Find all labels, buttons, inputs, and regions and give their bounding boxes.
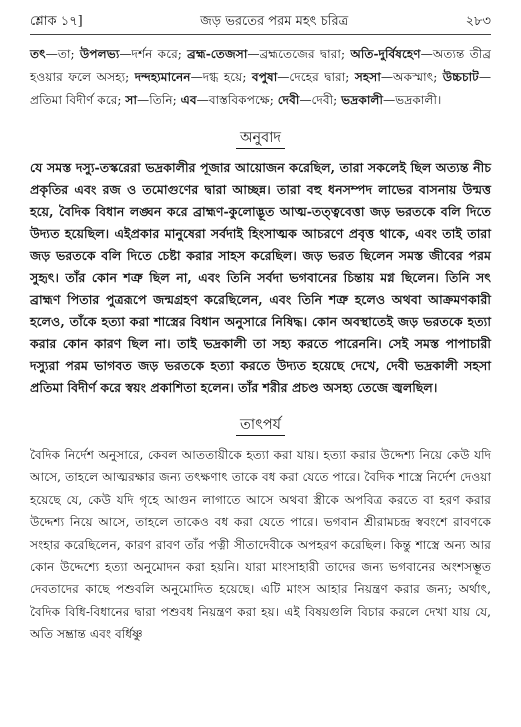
- synonym-meaning: অকস্মাৎ;: [393, 70, 443, 84]
- synonym-word: সা: [125, 93, 138, 107]
- synonym-meaning: প্রতিমা বিদীর্ণ করে;: [30, 93, 126, 107]
- synonym-meaning: ভদ্রকালী।: [395, 93, 442, 107]
- translation-heading: [30, 127, 491, 151]
- verse-reference: শ্লোক ১৭]: [30, 14, 83, 29]
- synonym-word: ব্রহ্ম-তেজসা: [187, 47, 248, 61]
- synonym-meaning: দেবী;: [311, 93, 342, 107]
- word-for-word-synonyms: তৎ—তা; উপলভ্য—দর্শন করে; ব্রহ্ম-তেজসা—ব্রহ্মতেজের দ্বারা; অতি-দুর্বিষহেণ—অত্যন্ত তীব্র হওয়ার ফলে অসহ্য; দন্দহ্যমানেন—দগ্ধ হয়ে; বপুষা—দেহের দ্বারা; সহসা—অকস্মাৎ; উচ্চচাট—প্রতিমা বিদীর্ণ করে; সা—তিনি; এব—বাস্তবিকপক্ষে; দেবী—দেবী; ভদ্রকালী—ভদ্রকালী।: [30, 47, 491, 107]
- synonym-word: ভদ্রকালী: [341, 93, 383, 107]
- synonym-word: দন্দহ্যমানেন: [134, 70, 191, 84]
- purport-text: বৈদিক নির্দেশ অনুসারে, কেবল আততায়ীকে হত্যা করা যায়। হত্যা করার উদ্দেশ্য নিয়ে কেউ যদি আসে, তাহলে আত্মরক্ষার জন্য তৎক্ষণাৎ তাকে বধ করা যেতে পারে। বৈদিক শাস্ত্রে নির্দেশ দেওয়া হয়েছে যে, কেউ যদি গৃহে আগুন লাগাতে আসে অথবা স্ত্রীকে অপবিত্র করতে বা হরণ করার উদ্দেশ্য নিয়ে আসে, তাহলে তাকেও বধ করা যেতে পারে। ভগবান শ্রীরামচন্দ্র স্ববংশে রাবণকে সংহার করেছিলেন, কারণ রাবণ তাঁর পত্নী সীতাদেবীকে অপহরণ করেছিল। কিন্তু শাস্ত্রে অন্য আর কোন উদ্দেশ্যে হত্যা অনুমোদন করা হয়নি। যারা মাংসাহারী তাদের জন্য ভগবানের অংশসম্ভূত দেবতাদের কাছে পশুবলি অনুমোদিত হয়েছে। এটি মাংস আহার নিয়ন্ত্রণ করার জন্য; অর্থাৎ, বৈদিক বিধি-বিধানের দ্বারা পশুবধ নিয়ন্ত্রণ করা হয়। এই বিষয়গুলি বিচার করলে দেখা যায় যে, অতি সম্ভ্রান্ত এবং বর্ধিষ্ণু: [30, 448, 491, 642]
- synonym-word: বপুষা: [251, 70, 278, 84]
- page-header: [30, 12, 491, 35]
- translation-text: যে সমস্ত দস্যু-তস্করেরা ভদ্রকালীর পূজার আয়োজন করেছিল, তারা সকলেই ছিল অত্যন্ত নীচ প্রকৃতির এবং রজ ও তমোগুণের দ্বারা আচ্ছন্ন। তারা বহু ধনসম্পদ লাভের বাসনায় উন্মত্ত হয়ে, বৈদিক বিধান লঙ্ঘন করে ব্রাহ্মণ-কুলোদ্ভূত আত্ম-তত্ত্ববেত্তা জড় ভরতকে বলি দিতে উদ্যত হয়েছিল। এইপ্রকার মানুষেরা সর্বদাই হিংসাত্মক আচরণে প্রবৃত্ত থাকে, এবং তাই তারা জড় ভরতকে বলি দিতে চেষ্টা করার সাহস করেছিল। জড় ভরত ছিলেন সমস্ত জীবের পরম সুহৃৎ। তাঁর কোন শত্রু ছিল না, এবং তিনি সর্বদা ভগবানের চিন্তায় মগ্ন ছিলেন। তিনি সৎ ব্রাহ্মণ পিতার পুত্ররূপে জন্মগ্রহণ করেছিলেন, এবং তিনি শত্রু হলেও অথবা আক্রমণকারী হলেও, তাঁকে হত্যা করা শাস্ত্রের বিধান অনুসারে নিষিদ্ধ। কোন অবস্থাতেই জড় ভরতকে হত্যা করার কোন কারণ ছিল না। তাই ভদ্রকালী তা সহ্য করতে পারেননি। সেই সমস্ত পাপাচারী দস্যুরা পরম ভাগবত জড় ভরতকে হত্যা করতে উদ্যত হয়েছে দেখে, দেবী ভদ্রকালী সহসা প্রতিমা বিদীর্ণ করে স্বয়ং প্রকাশিতা হলেন। তাঁর শরীর প্রচণ্ড অসহ্য তেজে জ্বলছিল।: [30, 160, 491, 395]
- synonym-word: তৎ: [30, 47, 46, 61]
- synonym-word: সহসা: [354, 70, 381, 84]
- synonym-meaning: দর্শন করে;: [131, 47, 188, 61]
- synonym-meaning: দেহের দ্বারা;: [289, 70, 355, 84]
- synonym-word: উপলভ্য: [79, 47, 120, 61]
- purport-title: তাৎপর্য: [236, 417, 285, 436]
- synonym-meaning: তিনি;: [149, 93, 181, 107]
- synonym-word: দেবী: [277, 93, 300, 107]
- synonym-meaning: দগ্ধ হয়ে;: [202, 70, 252, 84]
- synonym-meaning: তা;: [57, 47, 80, 61]
- synonym-word: এব: [180, 93, 197, 107]
- translation-title: অনুবাদ: [236, 130, 285, 149]
- synonym-word: উচ্চচাট: [442, 70, 479, 84]
- synonym-meaning: ব্রহ্মতেজের দ্বারা;: [259, 47, 351, 61]
- chapter-title: জড় ভরতের পরম মহৎ চরিত্র: [200, 14, 349, 29]
- synonym-meaning: অত্যন্ত তীব্র হওয়ার ফলে অসহ্য;: [30, 47, 491, 84]
- synonym-word: অতি-দুর্বিষহেণ: [350, 47, 421, 61]
- purport-heading: [30, 414, 491, 438]
- page-number: ২৮৩: [465, 14, 491, 29]
- synonym-meaning: বাস্তবিকপক্ষে;: [208, 93, 278, 107]
